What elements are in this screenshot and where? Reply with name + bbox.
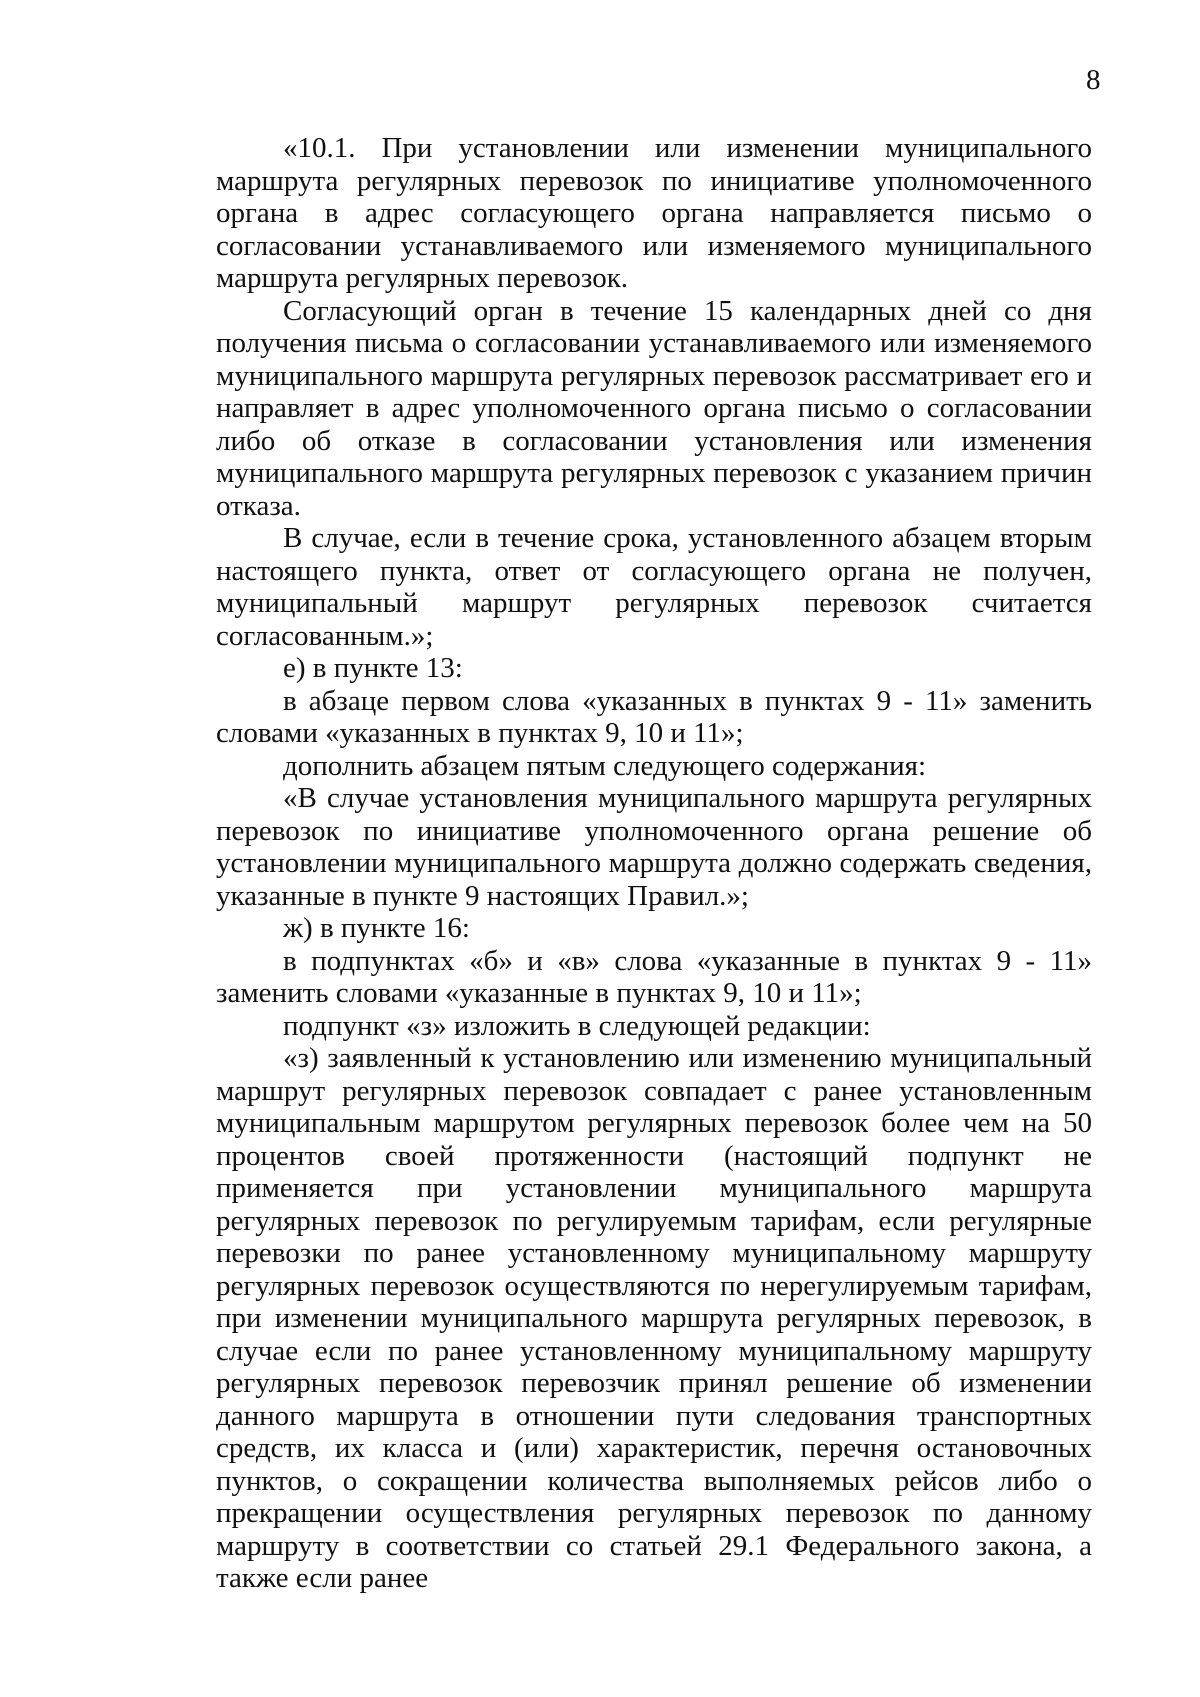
document-body — [216, 132, 1092, 1595]
paragraph-replace-words-13: в абзаце первом слова «указанных в пунктах 9 - 11» заменить словами «указанных в пунктах 9, 10 и 11»; — [216, 684, 1092, 749]
paragraph-add-fifth: дополнить абзацем пятым следующего содержания: — [283, 749, 926, 782]
paragraph-no-answer: В случае, если в течение срока, установленного абзацем вторым настоящего пункта, ответ от согласующего органа не получен, муниципальный маршрут регулярных перевозок считается согласованным.»; — [216, 522, 1092, 652]
paragraph-item-zh: ж) в пункте 16: — [283, 912, 470, 944]
page-number: 8 — [1086, 64, 1101, 96]
paragraph-item-e: е) в пункте 13: — [283, 652, 463, 684]
paragraph-subitem-z-intro: подпункт «з» изложить в следующей редакции: — [283, 1009, 871, 1042]
paragraph-10-1-intro: «10.1. При установлении или изменении муниципального маршрута регулярных перевозок по инициативе уполномоченного органа в адрес согласующего органа направляется письмо о согласовании устанавливаемого или изменяемого муниципального маршрута регулярных перевозок. — [216, 132, 1092, 294]
paragraph-approval-term: Согласующий орган в течение 15 календарных дней со дня получения письма о согласовании устанавливаемого или изменяемого муниципального маршрута регулярных перевозок рассматривает его и направляет в адрес уполномоченного органа письмо о согласовании либо об отказе в согласовании установления или изменения муниципального маршрута регулярных перевозок с указанием причин отказа. — [216, 294, 1092, 522]
paragraph-subitem-z-text: «з) заявленный к установлению или изменению муниципальный маршрут регулярных перевозок совпадает с ранее установленным муниципальным маршрутом регулярных перевозок более чем на 50 процентов своей протяженности (настоящий подпункт не применяется при установлении муниципального маршрута регулярных перевозок по регулируемым тарифам, если регулярные перевозки по ранее установленному муниципальному маршруту регулярных перевозок осуществляются по нерегулируемым тарифам, при изменении муниципального маршрута регулярных перевозок, в случае если по ранее установленному муниципальному маршруту регулярных перевозок перевозчик принял решение об изменении данного маршрута в отношении пути следования транспортных средств, их класса и (или) характеристик, перечня остановочных пунктов, о сокращении количества выполняемых рейсов либо о прекращении осуществления регулярных перевозок по данному маршруту в соответствии со статьей 29.1 Федерального закона, а также если ранее — [216, 1042, 1092, 1594]
paragraph-quoted-insert: «В случае установления муниципального маршрута регулярных перевозок по инициативе уполномоченного органа решение об установлении муниципального маршрута должно содержать сведения, указанные в пункте 9 настоящих Правил.»; — [216, 782, 1092, 912]
paragraph-replace-words-16: в подпунктах «б» и «в» слова «указанные в пунктах 9 - 11» заменить словами «указанные в пунктах 9, 10 и 11»; — [216, 944, 1092, 1009]
